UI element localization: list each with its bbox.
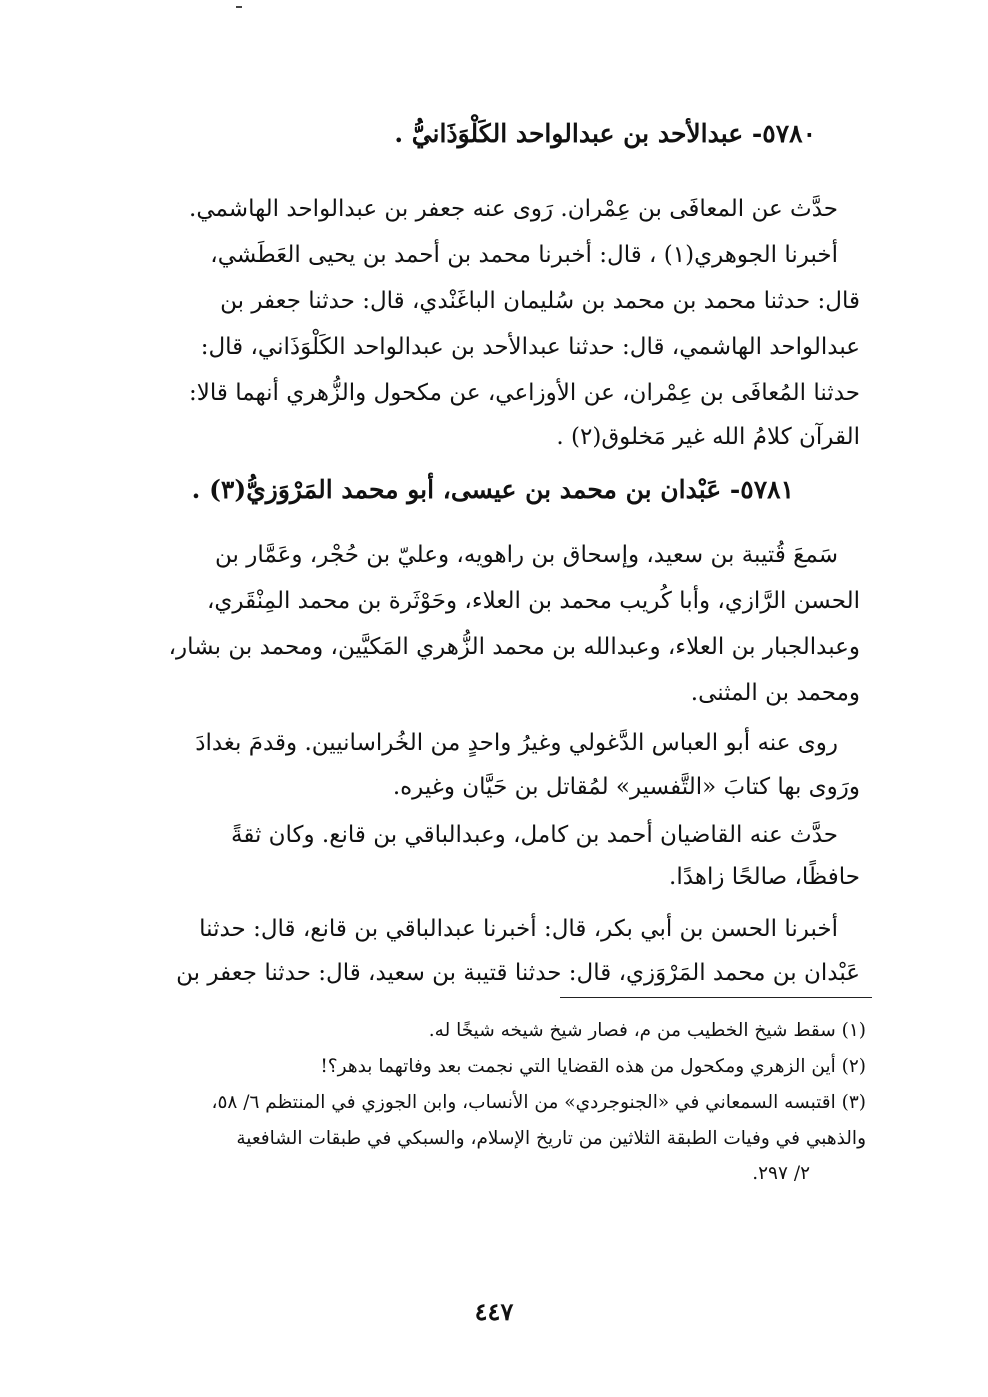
paragraph-line: حافظًا، صالحًا زاهدًا. bbox=[669, 864, 860, 890]
footnote-3-line: والذهبي في وفيات الطبقة الثلاثين من تاريخ الإسلام، والسبكي في طبقات الشافعية bbox=[236, 1128, 866, 1149]
entry-heading-5780: ٥٧٨٠- عبدالأحد بن عبدالواحد الكَلْوَذَانيُّ . bbox=[394, 119, 816, 148]
page-number: ٤٤٧ bbox=[474, 1297, 514, 1326]
paragraph-line: حدثنا المُعافَى بن عِمْران، عن الأوزاعي، عن مكحول والزُّهري أنهما قالا: bbox=[189, 380, 860, 406]
paragraph-line: حدَّث عنه القاضيان أحمد بن كامل، وعبدالباقي بن قانع. وكان ثقةً bbox=[230, 822, 838, 848]
paragraph-line: ومحمد بن المثنى. bbox=[690, 680, 860, 706]
paragraph-line: القرآن كلامُ الله غير مَخلوق(٢) . bbox=[556, 424, 860, 450]
footnote-2: (٢) أين الزهري ومكحول من هذه القضايا التي نجمت بعد وفاتهما بدهر؟! bbox=[320, 1056, 866, 1077]
paragraph-line: قال: حدثنا محمد بن محمد بن سُليمان الباغَنْدي، قال: حدثنا جعفر بن bbox=[220, 288, 860, 314]
paragraph-line: ورَوى بها كتابَ «التَّفسير» لمُقاتل بن حَيَّان وغيره. bbox=[392, 774, 860, 800]
paragraph-line: أخبرنا الجوهري(١) ، قال: أخبرنا محمد بن أحمد بن يحيى العَطَشي، bbox=[210, 242, 838, 268]
paragraph-line: عَبْدان بن محمد المَرْوَزي، قال: حدثنا قتيبة بن سعيد، قال: حدثنا جعفر بن bbox=[176, 960, 860, 986]
footnote-1: (١) سقط شيخ الخطيب من م، فصار شيخ شيخه شيخًا له. bbox=[428, 1020, 866, 1041]
footnote-3: (٣) اقتبسه السمعاني في «الجنوجردي» من الأنساب، وابن الجوزي في المنتظم ٦/ ٥٨، bbox=[211, 1092, 866, 1113]
paragraph-line: الحسن الرَّازي، وأبا كُريب محمد بن العلاء، وحَوْثَرة بن محمد المِنْقَري، bbox=[206, 588, 860, 614]
paragraph-line: أخبرنا الحسن بن أبي بكر، قال: أخبرنا عبدالباقي بن قانع، قال: حدثنا bbox=[199, 916, 838, 942]
footnote-separator bbox=[560, 997, 872, 998]
paragraph-line: روى عنه أبو العباس الدَّغولي وغيرُ واحدٍ من الخُراسانيين. وقدمَ بغدادَ bbox=[195, 730, 838, 756]
paragraph-line: حدَّث عن المعافَى بن عِمْران. رَوى عنه جعفر بن عبدالواحد الهاشمي. bbox=[189, 196, 838, 222]
paragraph-line: عبدالواحد الهاشمي، قال: حدثنا عبدالأحد بن عبدالواحد الكَلْوَذَاني، قال: bbox=[200, 334, 860, 360]
paragraph-line: وعبدالجبار بن العلاء، وعبدالله بن محمد الزُّهري المَكيَّين، ومحمد بن بشار، bbox=[168, 634, 860, 660]
scan-mark bbox=[236, 6, 242, 8]
paragraph-line: سَمعَ قُتيبة بن سعيد، وإسحاق بن راهويه، وعليّ بن حُجْر، وعَمَّار بن bbox=[215, 542, 838, 568]
footnote-3-line: ٢/ ٢٩٧. bbox=[752, 1163, 810, 1184]
entry-heading-5781: ٥٧٨١- عَبْدان بن محمد بن عيسى، أبو محمد المَرْوَزيُّ(٣) . bbox=[191, 475, 794, 504]
